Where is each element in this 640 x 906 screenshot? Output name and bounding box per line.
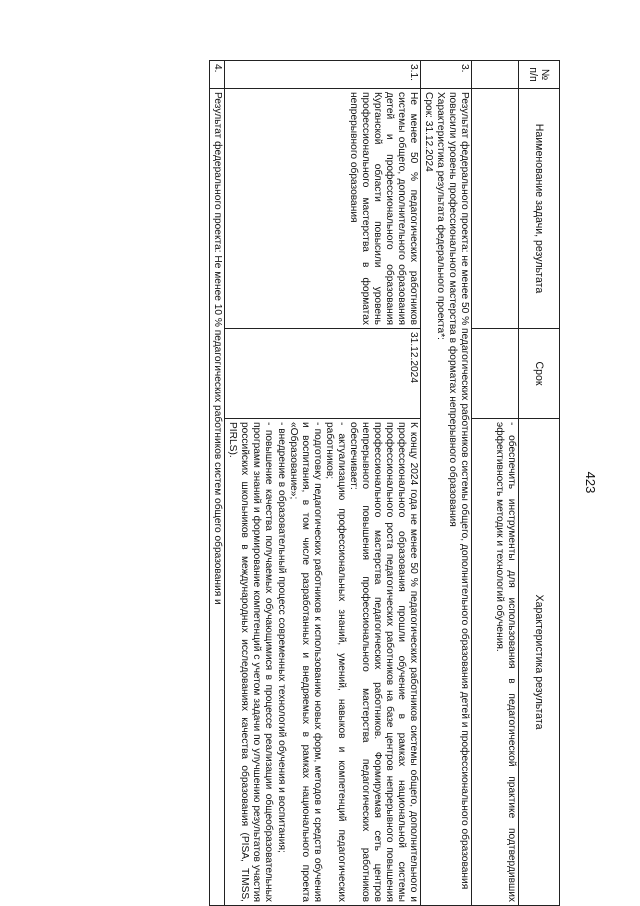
cell-characteristic: - обеспечить инструменты для использования в педагогической практике подтвердивших эффективность методик и технологий обучения. bbox=[472, 419, 519, 906]
characteristic-item: - внедрение в образовательный процесс современных технологий обучения и воспитания; bbox=[275, 422, 287, 853]
page-number: 423 bbox=[583, 471, 598, 494]
cell-empty bbox=[472, 61, 519, 89]
characteristic-intro: К концу 2024 года не менее 50 % педагогических работников системы общего, дополнительного и профессионального образования прошли обучение в рамках национальной системы профессионального роста педагогических работников на базе центров непрерывного повышения профессионального мастерства педагогических работников. Формируемая сеть центров непрерывного повышения профессионального мастерства педагогических работников обеспечивает: bbox=[347, 422, 419, 902]
project-results-table bbox=[209, 60, 560, 906]
header-characteristic: Характеристика результата bbox=[519, 419, 560, 906]
cell-name: Не менее 50 % педагогических работников системы общего, дополнительного образования детей и профессионального образования Курганской области повысили уровень профессионального мастерства в форматах непрерывного образования bbox=[225, 89, 421, 329]
table-row-3-1 bbox=[225, 61, 421, 906]
cell-empty bbox=[472, 329, 519, 419]
result-title: Результат федерального проекта: не менее 50 % педагогических работников системы общего, дополнительного образования детей и профессионального образования повысили уровень профессионального мастерства в форматах непрерывного образования bbox=[446, 92, 470, 890]
rotated-page-content bbox=[100, 60, 600, 905]
characteristic-item: - актуализацию профессиональных знаний, умений, навыков и компетенций педагогических работников; bbox=[323, 422, 347, 902]
table-row-3 bbox=[420, 61, 471, 906]
header-num: № п/п bbox=[519, 61, 560, 89]
cell-num: 3. bbox=[420, 61, 471, 89]
header-deadline: Срок bbox=[519, 329, 560, 419]
table-row-4 bbox=[210, 61, 225, 906]
header-name: Наименование задачи, результата bbox=[519, 89, 560, 329]
table-header-row bbox=[519, 61, 560, 906]
cell-merged-result: Результат федерального проекта: Не менее 10 % педагогических работников систем общего образования и bbox=[210, 89, 225, 906]
cell-empty bbox=[472, 89, 519, 329]
result-deadline: Срок: 31.12.2024 bbox=[422, 92, 434, 172]
cell-characteristic bbox=[225, 419, 421, 906]
result-characteristic-label: Характеристика результата федерального проекта*: bbox=[434, 92, 446, 340]
characteristic-item: - подготовку педагогических работников к использованию новых форм, методов и средств обучения и воспитания, в том числе разработанных и внедряемых в рамках национального проекта «Образование»; bbox=[287, 422, 323, 902]
cell-num: 4. bbox=[210, 61, 225, 89]
cell-deadline: 31.12.2024 bbox=[225, 329, 421, 419]
table-row-continuation bbox=[472, 61, 519, 906]
characteristic-item: - повышение качества получаемых обучающимися в процессе реализации общеобразовательных программ знаний и формирование компетенций с учетом задачи по улучшению результатов участия российских школьников в международных исследованиях качества образования (PISA, TIMSS, PIRLS). bbox=[227, 422, 275, 902]
cell-num: 3.1. bbox=[225, 61, 421, 89]
cell-merged-result bbox=[420, 89, 471, 906]
